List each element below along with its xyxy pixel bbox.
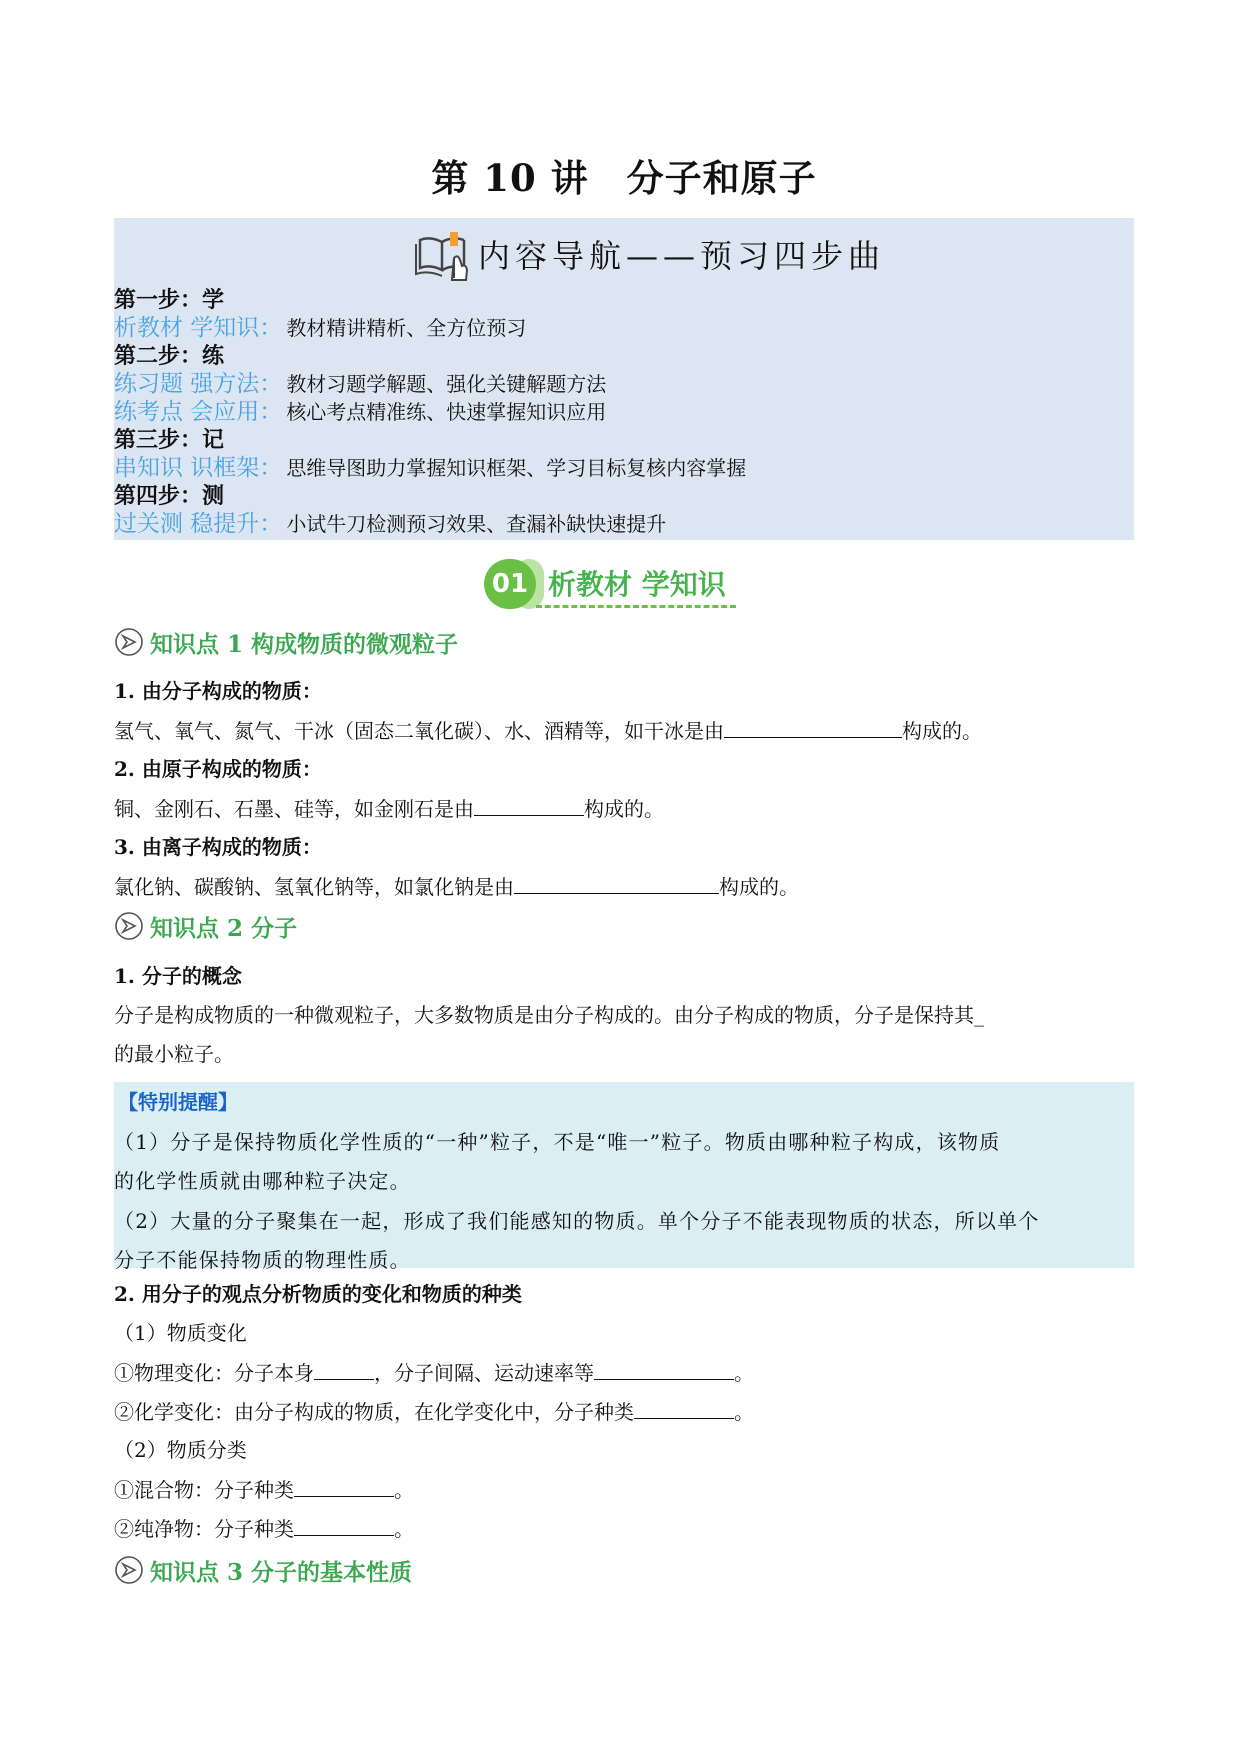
dashed-underline xyxy=(536,605,736,608)
step-heading: 第三步：记 xyxy=(114,427,225,453)
fill-blank[interactable] xyxy=(634,1396,734,1419)
paragraph: 氢气、氧气、氮气、干冰（固态二氧化碳）、水、酒精等，如干冰是由 构成的。 xyxy=(114,715,982,746)
arrow-circle-icon xyxy=(114,1555,144,1585)
fill-blank[interactable] xyxy=(514,871,719,894)
reminder-text: 分子不能保持物质的物理性质。 xyxy=(114,1248,411,1272)
page-title: 第 10 讲 分子和原子 xyxy=(431,156,817,200)
subheading: 1. 由分子构成的物质： xyxy=(114,679,322,703)
reminder-text: （1）分子是保持物质化学性质的“一种”粒子，不是“唯一”粒子。物质由哪种粒子构成，该物质 xyxy=(114,1130,1001,1154)
fill-blank[interactable] xyxy=(294,1474,394,1497)
special-reminder-box xyxy=(114,1082,1134,1272)
subheading: 2. 由原子构成的物质： xyxy=(114,757,322,781)
section-banner xyxy=(484,555,784,615)
subheading: 3. 由离子构成的物质： xyxy=(114,835,322,859)
fill-blank[interactable] xyxy=(314,1357,374,1380)
step-item: 析教材 学知识： 教材精讲精析、全方位预习 xyxy=(114,315,527,341)
paragraph: 的最小粒子。 xyxy=(114,1042,234,1066)
paragraph: 分子是构成物质的一种微观粒子，大多数物质是由分子构成的。由分子构成的物质，分子是保持其_ xyxy=(114,1003,984,1027)
arrow-circle-icon xyxy=(114,911,144,941)
fill-blank[interactable] xyxy=(594,1357,734,1380)
content-navigation-box xyxy=(114,218,1134,540)
step-item: 练习题 强方法： 教材习题学解题、强化关键解题方法 xyxy=(114,371,607,397)
paragraph: ②化学变化：由分子构成的物质，在化学变化中，分子种类 。 xyxy=(114,1396,754,1427)
reminder-title: 【特别提醒】 xyxy=(118,1090,238,1114)
knowledge-point-1-heading: 知识点 1 构成物质的微观粒子 xyxy=(114,624,458,660)
step-heading: 第四步：测 xyxy=(114,483,225,509)
paragraph: （2）物质分类 xyxy=(114,1438,247,1462)
fill-blank[interactable] xyxy=(294,1513,394,1536)
step-item: 练考点 会应用： 核心考点精准练、快速掌握知识应用 xyxy=(114,399,607,425)
book-hand-icon xyxy=(414,224,474,284)
fill-blank[interactable] xyxy=(724,715,902,738)
paragraph: ①物理变化：分子本身 ，分子间隔、运动速率等 。 xyxy=(114,1357,754,1388)
subheading: 1. 分子的概念 xyxy=(114,964,242,988)
section-label: 析教材 学知识 xyxy=(548,568,726,601)
knowledge-point-2-heading: 知识点 2 分子 xyxy=(114,908,297,944)
paragraph: （1）物质变化 xyxy=(114,1321,247,1345)
reminder-text: 的化学性质就由哪种粒子决定。 xyxy=(114,1169,411,1193)
step-heading: 第一步：学 xyxy=(114,287,225,313)
nav-header xyxy=(414,222,885,286)
arrow-circle-icon xyxy=(114,627,144,657)
subheading: 2. 用分子的观点分析物质的变化和物质的种类 xyxy=(114,1282,522,1306)
paragraph: 铜、金刚石、石墨、硅等，如金刚石是由 构成的。 xyxy=(114,793,664,824)
reminder-text: （2）大量的分子聚集在一起，形成了我们能感知的物质。单个分子不能表现物质的状态，所以单个 xyxy=(114,1209,1040,1233)
step-item: 串知识 识框架： 思维导图助力掌握知识框架、学习目标复核内容掌握 xyxy=(114,455,747,481)
fill-blank[interactable] xyxy=(474,793,584,816)
paragraph: 氯化钠、碳酸钠、氢氧化钠等，如氯化钠是由 构成的。 xyxy=(114,871,799,902)
section-number-badge: 01 xyxy=(484,559,536,609)
step-heading: 第二步：练 xyxy=(114,343,225,369)
paragraph: ②纯净物：分子种类 。 xyxy=(114,1513,414,1544)
step-item: 过关测 稳提升： 小试牛刀检测预习效果、查漏补缺快速提升 xyxy=(114,511,667,537)
nav-title: 内容导航——预习四步曲 xyxy=(478,237,886,275)
paragraph: ①混合物：分子种类 。 xyxy=(114,1474,414,1505)
knowledge-point-3-heading: 知识点 3 分子的基本性质 xyxy=(114,1552,412,1588)
